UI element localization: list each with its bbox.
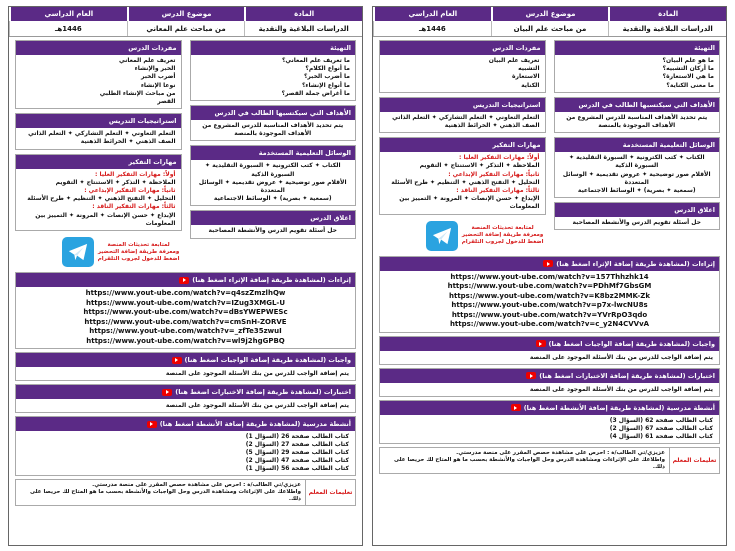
notes-line: عزيزي/تي الطالب/ة : احرص على مشاهدة حصص المقرر على منصة مدرستي. <box>456 449 665 456</box>
subject-label: المادة <box>244 7 362 21</box>
homework-text: يتم إضافة الواجب للدرس من بنك الأسئلة الموجود على المنصة <box>529 353 713 361</box>
thinking-box <box>15 154 182 231</box>
activity-item: كتاب الطالب صفحة 29 (السؤال 5) <box>245 449 349 457</box>
topic-label: موضوع الدرس <box>491 7 609 21</box>
enrichment-link[interactable]: https://www.yout-ube.com/watch?v=wl9j2hgGPBQ <box>86 336 285 345</box>
telegram-line: ومعرفة طريقة إضافة التحضير <box>97 248 180 255</box>
activity-item: كتاب الطالب صفحة 67 (السؤال 2) <box>609 424 713 432</box>
vocab-line: من مباحث الإنشاء الطلبي <box>99 89 176 97</box>
telegram-line: ومعرفة طريقة إضافة التحضير <box>461 232 544 239</box>
youtube-icon[interactable] <box>162 389 172 396</box>
thinking-heading: أولاً: مهارات التفكير العليا : <box>95 170 176 178</box>
homework-section <box>379 336 720 365</box>
enrichment-link[interactable]: https://www.yout-ube.com/watch?v=_zfTe35zwuI <box>89 327 282 336</box>
subject-value: الدراسات البلاغية والنقدية <box>608 21 726 36</box>
enrichment-section <box>379 256 720 333</box>
intro-line: ما أنواع الكلام؟ <box>305 65 350 73</box>
thinking-heading: ثالثاً: مهارات التفكير الناقد : <box>456 187 540 195</box>
tests-section <box>15 384 356 413</box>
thinking-box <box>379 137 546 214</box>
enrichment-link[interactable]: https://www.yout-ube.com/watch?v=cmSnH-ZORVE <box>84 317 287 326</box>
vocab-line: أضرب الخبر <box>140 73 176 81</box>
vocab-title: مفردات الدرس <box>380 41 545 55</box>
homework-section <box>15 352 356 381</box>
thinking-line: الإبداع ✦ حسن الإنصات ✦ المرونة ✦ التمييز بين المعلومات <box>399 195 540 211</box>
youtube-icon[interactable] <box>172 357 182 364</box>
homework-title[interactable]: واجبات (لمشاهدة طريقة إضافة الواجبات اضغط هنا) <box>184 356 351 365</box>
goals-box <box>190 105 357 141</box>
youtube-icon[interactable] <box>147 421 157 428</box>
telegram-line: اضغط للدخول لجروب التلقرام <box>97 255 180 262</box>
enrichment-link[interactable]: https://www.yout-ube.com/watch?v=dBsYWEPWESc <box>83 308 288 317</box>
activity-item: كتاب الطالب صفحة 26 (السؤال 1) <box>245 433 349 441</box>
activities-title[interactable]: أنشطة مدرسية (لمشاهدة طريقة إضافة الأنشطة اضغط هنا) <box>523 403 715 412</box>
aids-box <box>190 145 357 206</box>
goals-title: الأهداف التي سيكتسبها الطالب في الدرس <box>555 98 720 112</box>
tests-section <box>379 368 720 397</box>
closing-text: حل أسئلة تقويم الدرس والأنشطة المصاحبة <box>572 219 701 227</box>
intro-line: ما هو علم البيان؟ <box>662 57 714 64</box>
activities-section <box>379 400 720 444</box>
year-value: 1446هـ <box>9 21 127 36</box>
youtube-icon[interactable] <box>543 260 553 267</box>
goals-text: يتم تحديد الأهداف المناسبة للدرس المشروع من الأهداف الموجودة بالمنصة <box>202 122 344 138</box>
strategies-line: الصف الذهني ✦ الخرائط الذهنية <box>444 122 540 130</box>
strategies-line: الصف الذهني ✦ الخرائط الذهنية <box>80 138 176 146</box>
thinking-heading: ثالثاً: مهارات التفكير الناقد : <box>92 203 176 211</box>
header-labels <box>9 7 362 21</box>
intro-line: ما هي الاستعارة؟ <box>662 73 714 81</box>
telegram-line: لمتابعة تحديثات المنصة <box>107 241 170 248</box>
activity-item: كتاب الطالب صفحة 61 (السؤال 4) <box>609 432 713 440</box>
youtube-icon[interactable] <box>511 404 521 411</box>
intro-line: ما أركان التشبيه؟ <box>662 65 714 73</box>
vocab-line: نوعا الإنشاء <box>140 81 176 89</box>
lesson-sheet-right <box>372 6 727 546</box>
strategies-box <box>15 113 182 149</box>
thinking-heading: أولاً: مهارات التفكير العليا : <box>459 154 540 162</box>
enrichment-link[interactable]: https://www.yout-ube.com/watch?v=q4szZmzlhQw <box>85 289 286 298</box>
aids-title: الوسائل التعليمية المستخدمة <box>191 146 356 160</box>
intro-title: التهيئة <box>191 41 356 55</box>
vocab-line: الكناية <box>521 81 540 89</box>
enrichment-link[interactable]: https://www.yout-ube.com/watch?v=c_y2N4CVVvA <box>449 320 650 329</box>
topic-value: من مباحث علم البيان <box>491 21 609 36</box>
vocab-line: الخبر والإنشاء <box>134 65 176 73</box>
telegram-icon[interactable] <box>426 221 458 251</box>
vocab-box <box>379 40 546 93</box>
closing-title: اغلاق الدرس <box>555 203 720 217</box>
youtube-icon[interactable] <box>536 340 546 347</box>
telegram-link[interactable] <box>379 219 546 253</box>
header-values <box>373 21 726 37</box>
enrichment-title[interactable]: إثراءات (لمشاهدة طريقة إضافة الإثراء اضغط هنا) <box>556 259 715 268</box>
closing-box <box>190 210 357 238</box>
aids-title: الوسائل التعليمية المستخدمة <box>555 138 720 152</box>
aids-line: (سمعية ✦ بصرية) ✦ الوسائط الاجتماعية <box>213 195 332 203</box>
intro-line: ما أنواع الإنشاء؟ <box>301 81 350 89</box>
vocab-line: الاستعارة <box>511 73 540 81</box>
telegram-icon[interactable] <box>62 237 94 267</box>
thinking-heading: ثانياً: مهارات التفكير الإبداعي : <box>448 170 540 178</box>
strategies-box <box>379 97 546 133</box>
aids-line: الأقلام صور توضيحية ✦ عروض تقديمية ✦ الوسائل المتعددة <box>562 170 711 186</box>
notes-line: عزيزي/تي الطالب/ة : احرص على مشاهدة حصص المقرر على منصة مدرستي. <box>92 482 301 489</box>
notes-label: تعليمات المعلم <box>305 480 355 505</box>
activity-item: كتاب الطالب صفحة 62 (السؤال 3) <box>609 416 713 424</box>
thinking-line: التحليل ✦ التفتح الذهني ✦ التنظيم ✦ طرح الأسئلة <box>27 195 176 203</box>
closing-title: اغلاق الدرس <box>191 211 356 225</box>
thinking-line: الملاحظة ✦ التذكر ✦ الاستنتاج ✦ التقويم <box>55 178 176 186</box>
enrichment-link[interactable]: https://www.yout-ube.com/watch?v=157Thhzhk14 <box>450 272 649 281</box>
youtube-icon[interactable] <box>179 277 189 284</box>
header-values <box>9 21 362 37</box>
vocab-line: القصر <box>157 98 176 106</box>
topic-label: موضوع الدرس <box>127 7 245 21</box>
thinking-line: الإبداع ✦ حسن الإنصات ✦ المرونة ✦ التمييز بين المعلومات <box>35 211 176 227</box>
strategies-line: التعلم التعاوني ✦ التعلم التشاركي ✦ التعلم الذاتي <box>392 113 540 121</box>
enrichment-link[interactable]: https://www.yout-ube.com/watch?v=IZug3XMGL-U <box>85 298 286 307</box>
activity-item: كتاب الطالب صفحة 27 (السؤال 2) <box>245 441 349 449</box>
enrichment-link[interactable]: https://www.yout-ube.com/watch?v=K8bz2MMK-Zk <box>449 291 650 300</box>
youtube-icon[interactable] <box>526 372 536 379</box>
lesson-sheet-left <box>8 6 363 546</box>
thinking-line: التحليل ✦ التفتح الذهني ✦ التنظيم ✦ طرح الأسئلة <box>391 178 540 186</box>
tests-title[interactable]: اختبارات (لمشاهدة طريقة إضافة الاختبارات اضغط هنا) <box>539 371 715 380</box>
thinking-title: مهارات التفكير <box>380 138 545 152</box>
telegram-line: اضغط للدخول لجروب التلقرام <box>461 239 544 246</box>
telegram-link[interactable] <box>15 235 182 269</box>
vocab-line: التشبيه <box>518 65 540 73</box>
notes-line: واطلاعك على الإثراءات ومشاهدة الدرس وحل الواجبات والأنشطة بحسب ما هو المتاح لك حريصا على ذلك. <box>393 456 665 470</box>
vocab-box <box>15 40 182 109</box>
intro-title: التهيئة <box>555 41 720 55</box>
closing-box <box>554 202 721 230</box>
enrichment-section <box>15 272 356 349</box>
thinking-heading: ثانياً: مهارات التفكير الإبداعي : <box>84 187 176 195</box>
intro-line: ما أغراض جملة القصر؟ <box>281 89 350 97</box>
aids-box <box>554 137 721 198</box>
aids-line: الكتاب ✦ كتب الكترونية ✦ السبورة التقليدية ✦ السبورة الذكية <box>204 162 341 178</box>
strategies-line: التعلم التعاوني ✦ التعلم التشاركي ✦ التعلم الذاتي <box>28 130 176 138</box>
subject-label: المادة <box>608 7 726 21</box>
intro-line: ما معنى الكناية؟ <box>666 81 714 89</box>
goals-box <box>554 97 721 133</box>
tests-text: يتم إضافة الواجب للدرس من بنك الأسئلة الموجود على المنصة <box>529 385 713 393</box>
homework-text: يتم إضافة الواجب للدرس من بنك الأسئلة الموجود على المنصة <box>165 370 349 378</box>
intro-box <box>554 40 721 93</box>
year-label: العام الدراسي <box>9 7 127 21</box>
goals-text: يتم تحديد الأهداف المناسبة للدرس المشروع من الأهداف الموجودة بالمنصة <box>566 113 708 130</box>
activity-item: كتاب الطالب صفحة 56 (السؤال 1) <box>245 465 349 473</box>
telegram-line: لمتابعة تحديثات المنصة <box>471 225 534 232</box>
teacher-notes <box>15 479 356 506</box>
year-label: العام الدراسي <box>373 7 491 21</box>
teacher-notes <box>379 447 720 474</box>
year-value: 1446هـ <box>373 21 491 36</box>
aids-line: الكتاب ✦ كتب الكترونية ✦ السبورة التقليدية ✦ السبورة الذكية <box>568 154 705 170</box>
goals-title: الأهداف التي سيكتسبها الطالب في الدرس <box>191 106 356 120</box>
activities-title[interactable]: أنشطة مدرسية (لمشاهدة طريقة إضافة الأنشطة اضغط هنا) <box>159 420 351 429</box>
tests-title[interactable]: اختبارات (لمشاهدة طريقة إضافة الاختبارات اضغط هنا) <box>175 388 351 397</box>
notes-label: تعليمات المعلم <box>669 448 719 473</box>
notes-line: واطلاعك على الإثراءات ومشاهدة الدرس وحل الواجبات والأنشطة بحسب ما هو المتاح لك حريصا على ذلك. <box>29 489 301 503</box>
topic-value: من مباحث علم المعاني <box>127 21 245 36</box>
subject-value: الدراسات البلاغية والنقدية <box>244 21 362 36</box>
thinking-title: مهارات التفكير <box>16 155 181 169</box>
strategies-title: استراتيجيات التدريس <box>380 98 545 112</box>
homework-title[interactable]: واجبات (لمشاهدة طريقة إضافة الواجبات اضغط هنا) <box>548 339 715 348</box>
intro-box <box>190 40 357 101</box>
vocab-line: تعريف علم المعاني <box>119 57 176 64</box>
closing-text: حل أسئلة تقويم الدرس والأنشطة المصاحبة <box>208 227 337 235</box>
aids-line: (سمعية ✦ بصرية) ✦ الوسائط الاجتماعية <box>577 187 696 195</box>
tests-text: يتم إضافة الواجب للدرس من بنك الأسئلة الموجود على المنصة <box>165 402 349 410</box>
enrichment-link[interactable]: https://www.yout-ube.com/watch?v=p7x-lwcNU8s <box>451 301 648 310</box>
strategies-title: استراتيجيات التدريس <box>16 114 181 128</box>
aids-line: الأقلام صور توضيحية ✦ عروض تقديمية ✦ الوسائل المتعددة <box>198 178 347 195</box>
header-labels <box>373 7 726 21</box>
enrichment-title[interactable]: إثراءات (لمشاهدة طريقة إضافة الإثراء اضغط هنا) <box>192 276 351 285</box>
vocab-title: مفردات الدرس <box>16 41 181 55</box>
thinking-line: الملاحظة ✦ التذكر ✦ الاستنتاج ✦ التقويم <box>419 162 540 170</box>
intro-line: ما تعريف علم المعاني؟ <box>281 57 350 64</box>
activity-item: كتاب الطالب صفحة 47 (السؤال 2) <box>245 457 349 465</box>
vocab-line: تعريف علم البيان <box>488 57 540 64</box>
enrichment-link[interactable]: https://www.yout-ube.com/watch?v=YVrRpO3qdo <box>451 310 648 319</box>
enrichment-link[interactable]: https://www.yout-ube.com/watch?v=PDhMf7GbsGM <box>447 282 652 291</box>
activities-section <box>15 416 356 476</box>
intro-line: ما أضرب الخبر؟ <box>303 73 350 81</box>
